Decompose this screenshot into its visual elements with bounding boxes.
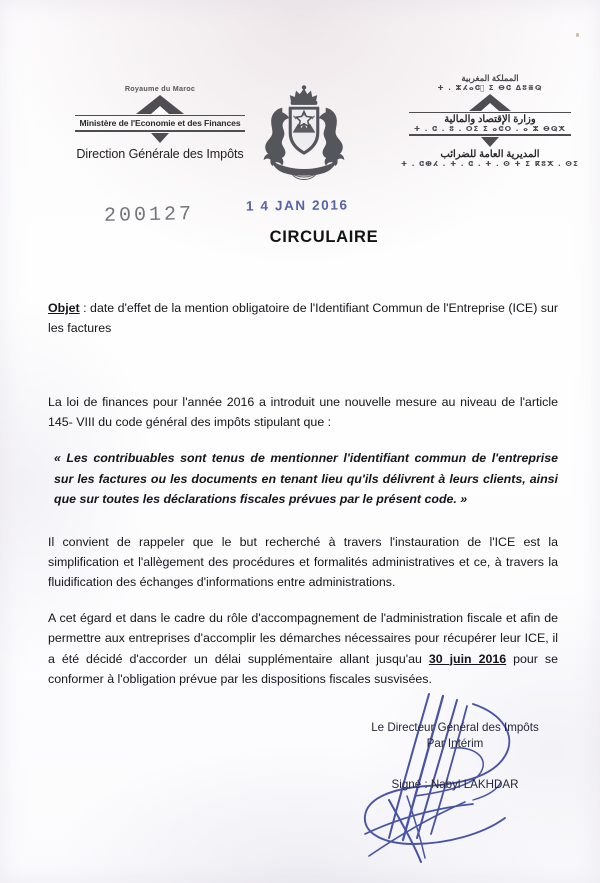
ministry-label-fr: Ministère de l'Economie et des Finances — [79, 118, 241, 129]
moroccan-coat-of-arms-icon — [258, 82, 350, 186]
legal-quote-paragraph: « Les contribuables sont tenus de mentionner l'identifiant commun de l'entreprise sur les factures ou les documents en tenant lieu qu'ils délivrent à leurs clients, ainsi que sur toutes les déclarations fiscales prévues par le présent code. » — [54, 451, 558, 506]
logo-chevron-down-icon-ar — [481, 137, 499, 147]
final-text-part2: pour se conformer à l'obligation prévue par les dispositions fiscales susvisées. — [48, 651, 558, 686]
lead-paragraph: La loi de finances pour l'année 2016 a introduit une nouvelle mesure au niveau de l'article 145- VIII du code général des impôts stipulant que : — [48, 395, 558, 430]
logo-chevron-down-icon — [151, 133, 169, 143]
signatory-title-line2: Par Intérim — [426, 736, 484, 750]
kingdom-label-ar: المملكة المغربية — [461, 73, 519, 83]
objet-text: : date d'effet de la mention obligatoire de l'Identifiant Commun de l'Entreprise (ICE) sur les factures — [48, 301, 558, 336]
final-paragraph — [48, 608, 558, 688]
signature-block — [340, 720, 570, 793]
objet-paragraph — [48, 298, 558, 338]
directorate-label-ar: المديرية العامة للضرائب — [440, 148, 540, 160]
reference-number-stamp: 200127 — [103, 203, 195, 228]
deadline-date: 30 juin 2016 — [428, 651, 507, 666]
directorate-label-fr: Direction Générale des Impôts — [76, 146, 244, 161]
ministry-label-tifinagh: ⵜ . ⵛ . ⵓ . ⵔⵉ ⵉ ⴰⵛⵔ . ⴰ ⵣ ⴱⵕⵅ — [413, 125, 567, 134]
logo-chevron-notch-icon-ar — [481, 103, 499, 111]
logo-rule-bottom — [75, 130, 245, 131]
rappel-paragraph: Il convient de rappeler que le but recherché à travers l'instauration de l'ICE est la simplification et l'allègement des procédures et formalités administratives et ce, à travers la fluidification des échanges d'informations entre administrations. — [48, 535, 558, 590]
document-title: CIRCULAIRE — [269, 228, 379, 246]
ministry-logo-arabic — [392, 74, 588, 168]
directorate-label-tifinagh: ⵜ . ⵛⴲⵃ . ⵜ . ⵛ . ⵜ . ⵙ ⵜ ⵉ ⴽⵓⵅ . ⵙⵉ — [400, 159, 579, 168]
logo-rule-top-ar — [409, 112, 571, 113]
ministry-logo-french — [52, 84, 268, 161]
logo-rule-top — [75, 115, 245, 116]
kingdom-label-fr: Royaume du Maroc — [124, 84, 196, 93]
document-body — [48, 298, 558, 704]
kingdom-label-tifinagh: ⵜ . ⵣⵃⴰⵛ⵿ ⵉ ⴱⵛ ⵠⵓⴻⵕ — [437, 83, 543, 92]
ministry-label-ar: وزارة الإقتصاد والمالية — [444, 114, 536, 126]
scan-speck — [576, 33, 579, 37]
logo-rule-bottom-ar — [409, 134, 571, 135]
signatory-name: Signé : Nabyl LAKHDAR — [391, 778, 519, 792]
logo-chevron-notch-icon — [151, 106, 169, 114]
final-text-part1: A cet égard et dans le cadre du rôle d'accompagnement de l'administration fiscale et afin de permettre aux entreprises d'accomplir les démarches nécessaires pour récupérer leur ICE, il a été décidé d'accorder un délai supplémentaire allant jusqu'au — [48, 611, 558, 666]
date-received-stamp: 1 4 JAN 2016 — [245, 197, 349, 214]
signatory-title-line1: Le Directeur Général des Impôts — [371, 721, 539, 734]
objet-label: Objet — [48, 301, 80, 315]
